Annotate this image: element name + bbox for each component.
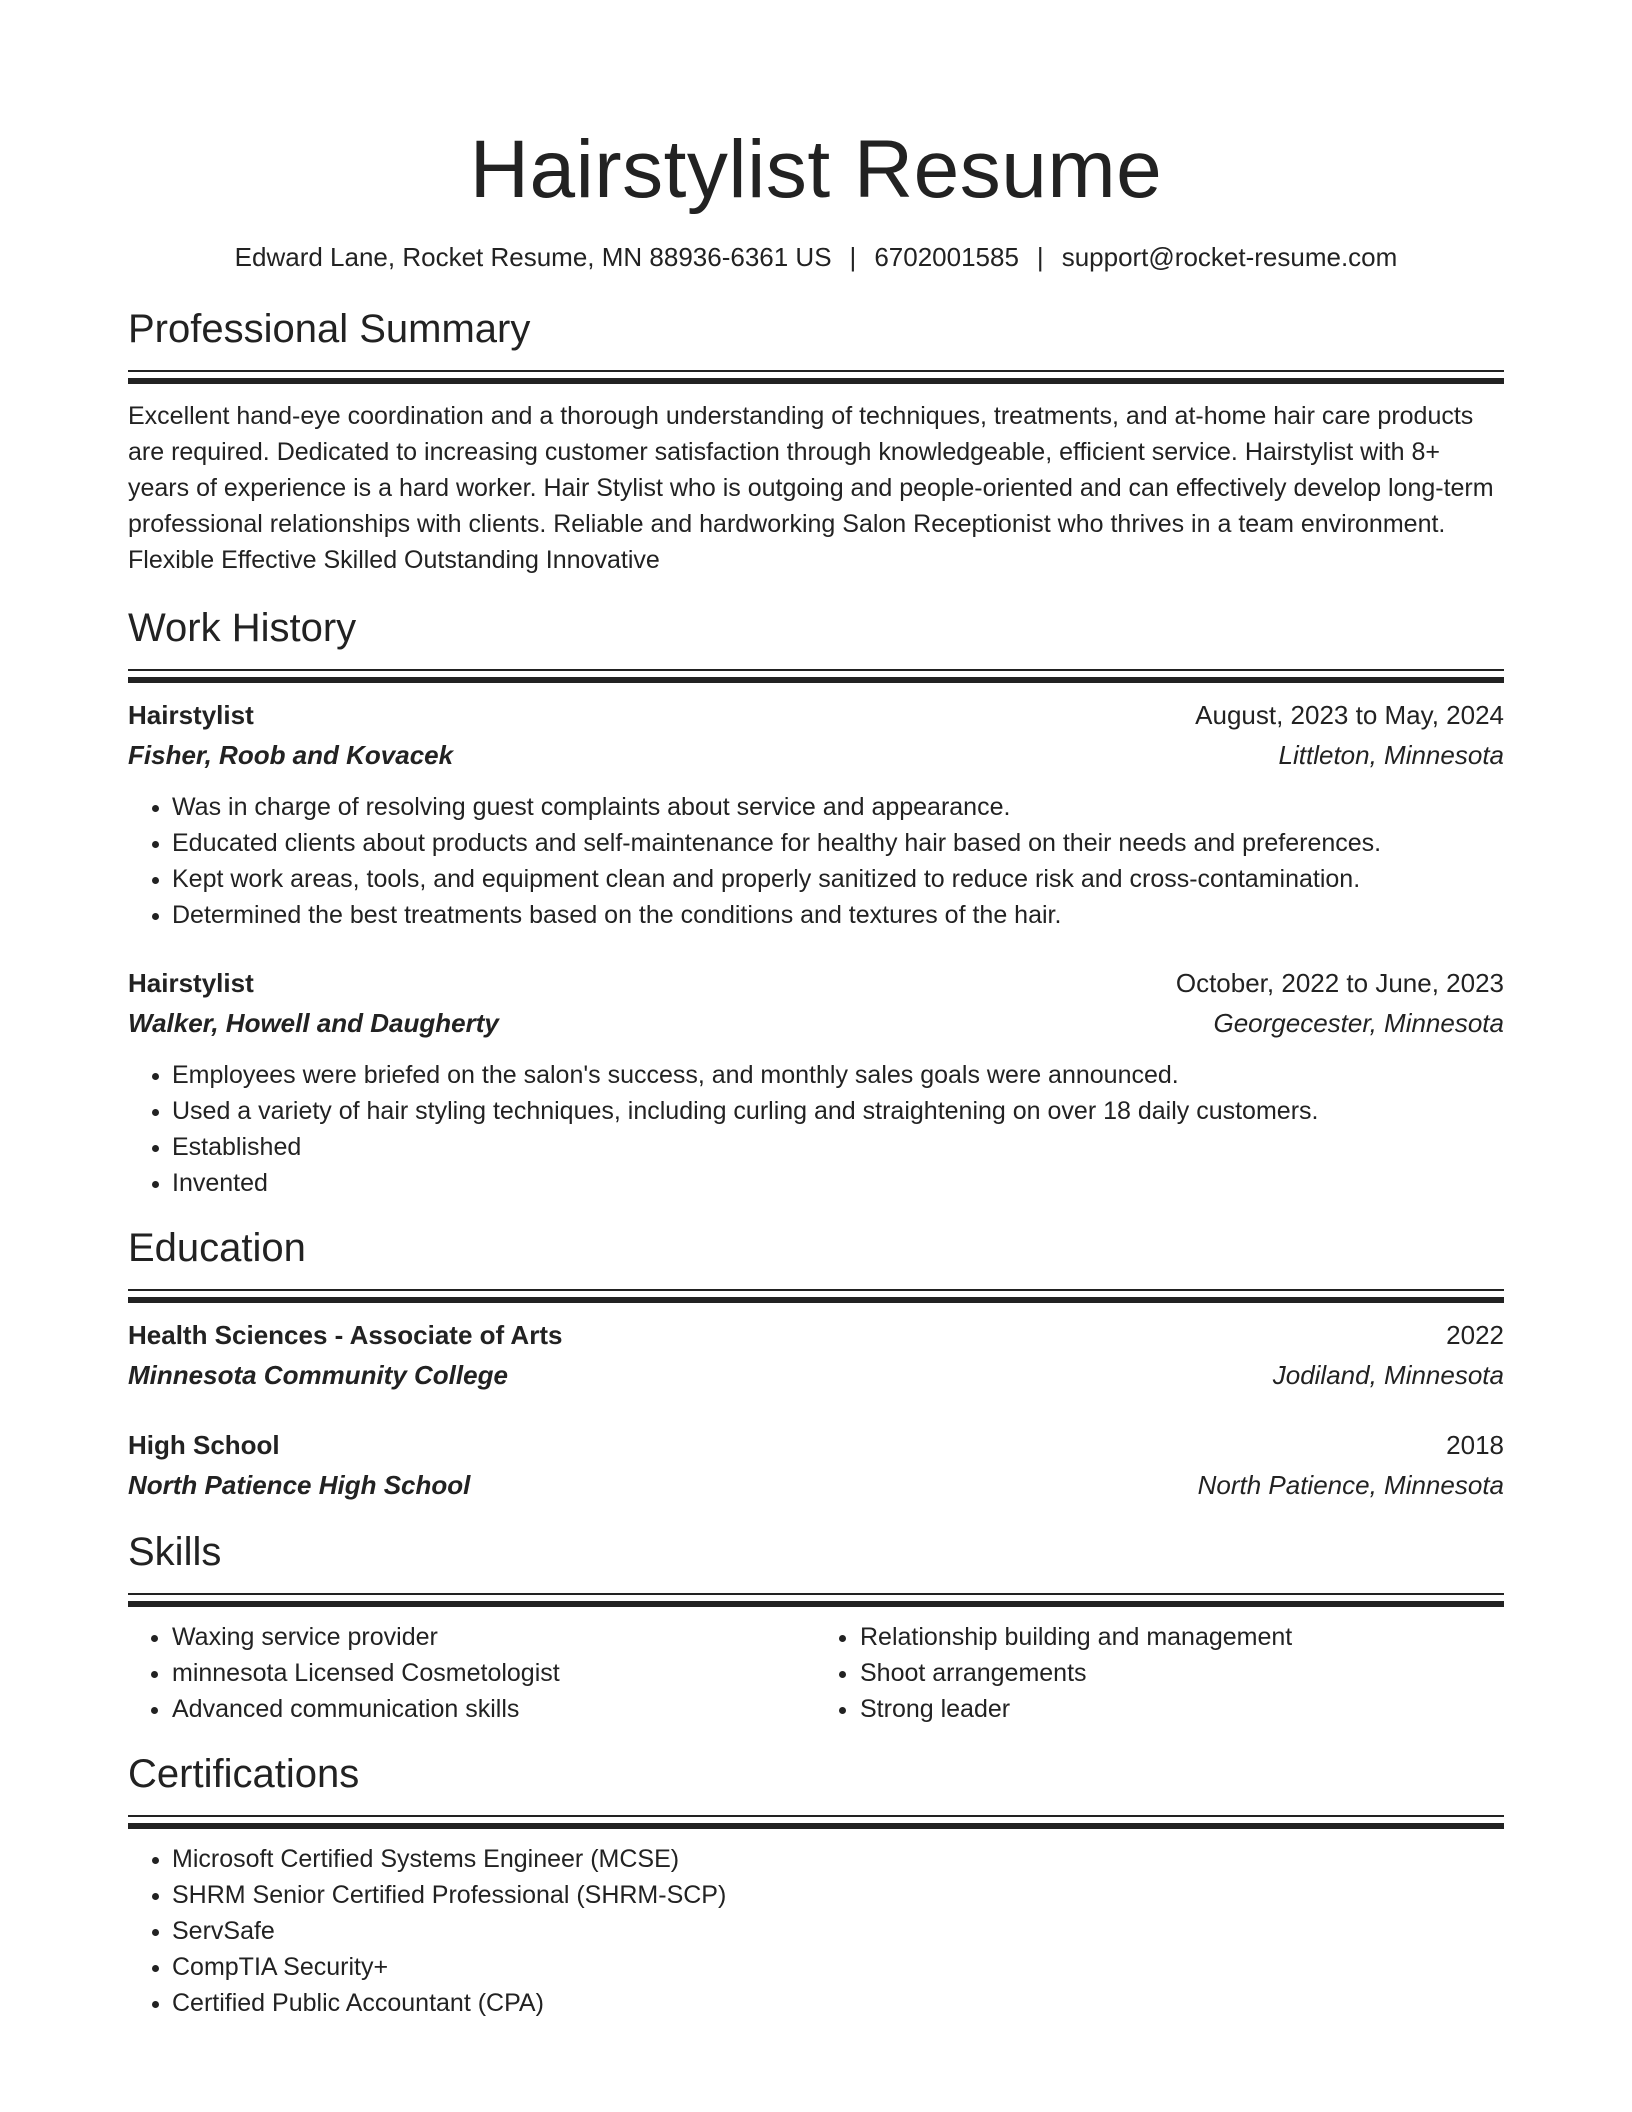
contact-address: Edward Lane, Rocket Resume, MN 88936-6361 US xyxy=(234,242,832,272)
section-divider xyxy=(128,370,1504,386)
education-entry xyxy=(128,1315,1504,1395)
job-company: Fisher, Roob and Kovacek xyxy=(128,740,454,770)
section-heading-work-history: Work History xyxy=(128,606,357,650)
skills-section xyxy=(128,1527,1504,1727)
education-degree: High School xyxy=(128,1430,280,1460)
job-duties-list xyxy=(128,789,1504,933)
contact-separator: | xyxy=(849,242,857,272)
section-divider xyxy=(128,669,1504,685)
certifications-list xyxy=(128,1841,1504,2021)
summary-text: Excellent hand-eye coordination and a thorough understanding of techniques, treatments, and at-home hair care products are required. Dedicated to increasing customer satisfaction through knowledgeable, efficient service. Hairstylist with 8+ years of experience is a hard worker. Hair Stylist who is outgoing and people-oriented and can effectively develop long-term professional relationships with clients. Reliable and hardworking Salon Receptionist who thrives in a team environment. Flexible Effective Skilled Outstanding Innovative xyxy=(128,402,1494,574)
skills-list-right xyxy=(816,1619,1504,1727)
job-company: Walker, Howell and Daugherty xyxy=(128,1008,499,1038)
list-item: • Kept work areas, tools, and equipment clean and properly sanitized to reduce risk and cross-contamination. xyxy=(172,861,1504,897)
section-heading-summary: Professional Summary xyxy=(128,307,531,351)
section-divider xyxy=(128,1289,1504,1305)
list-item: • SHRM Senior Certified Professional (SHRM-SCP) xyxy=(172,1877,1504,1913)
education-location: Jodiland, Minnesota xyxy=(1272,1360,1504,1390)
resume-page xyxy=(128,0,1504,2021)
job-dates: August, 2023 to May, 2024 xyxy=(1195,700,1504,730)
list-item: • Was in charge of resolving guest complaints about service and appearance. xyxy=(172,789,1504,825)
contact-separator: | xyxy=(1036,242,1044,272)
list-item: • Shoot arrangements xyxy=(860,1655,1504,1691)
contact-line xyxy=(128,240,1504,274)
skills-grid xyxy=(128,1619,1504,1727)
list-item: • Established xyxy=(172,1129,1504,1165)
job-title: Hairstylist xyxy=(128,700,254,730)
contact-email: support@rocket-resume.com xyxy=(1061,242,1398,272)
section-divider xyxy=(128,1815,1504,1831)
section-heading-skills: Skills xyxy=(128,1530,222,1574)
list-item: • CompTIA Security+ xyxy=(172,1949,1504,1985)
section-heading-education: Education xyxy=(128,1226,306,1270)
certifications-section xyxy=(128,1749,1504,2021)
education-school: Minnesota Community College xyxy=(128,1360,508,1390)
job-title: Hairstylist xyxy=(128,968,254,998)
list-item: • Used a variety of hair styling techniques, including curling and straightening on over 18 daily customers. xyxy=(172,1093,1504,1129)
education-school: North Patience High School xyxy=(128,1470,471,1500)
list-item: • Certified Public Accountant (CPA) xyxy=(172,1985,1504,2021)
list-item: • Microsoft Certified Systems Engineer (MCSE) xyxy=(172,1841,1504,1877)
list-item: • Determined the best treatments based on the conditions and textures of the hair. xyxy=(172,897,1504,933)
contact-phone: 6702001585 xyxy=(874,242,1019,272)
education-entry xyxy=(128,1425,1504,1505)
skills-list-left xyxy=(128,1619,816,1727)
job-location: Georgecester, Minnesota xyxy=(1213,1008,1504,1038)
education-degree: Health Sciences - Associate of Arts xyxy=(128,1320,563,1350)
section-heading-certifications: Certifications xyxy=(128,1752,360,1796)
list-item: • ServSafe xyxy=(172,1913,1504,1949)
list-item: • Advanced communication skills xyxy=(172,1691,816,1727)
work-history-section xyxy=(128,603,1504,1201)
job-entry xyxy=(128,695,1504,933)
list-item: • Invented xyxy=(172,1165,1504,1201)
resume-title: Hairstylist Resume xyxy=(469,124,1163,215)
list-item: • minnesota Licensed Cosmetologist xyxy=(172,1655,816,1691)
job-dates: October, 2022 to June, 2023 xyxy=(1175,968,1504,998)
section-divider xyxy=(128,1593,1504,1609)
education-year: 2022 xyxy=(1446,1320,1504,1350)
job-entry xyxy=(128,963,1504,1201)
education-year: 2018 xyxy=(1446,1430,1504,1460)
list-item: • Educated clients about products and self-maintenance for healthy hair based on their needs and preferences. xyxy=(172,825,1504,861)
job-location: Littleton, Minnesota xyxy=(1278,740,1504,770)
list-item: • Waxing service provider xyxy=(172,1619,816,1655)
summary-section xyxy=(128,304,1504,578)
list-item: • Strong leader xyxy=(860,1691,1504,1727)
education-section xyxy=(128,1223,1504,1505)
education-location: North Patience, Minnesota xyxy=(1197,1470,1504,1500)
list-item: • Relationship building and management xyxy=(860,1619,1504,1655)
list-item: • Employees were briefed on the salon's success, and monthly sales goals were announced. xyxy=(172,1057,1504,1093)
job-duties-list xyxy=(128,1057,1504,1201)
